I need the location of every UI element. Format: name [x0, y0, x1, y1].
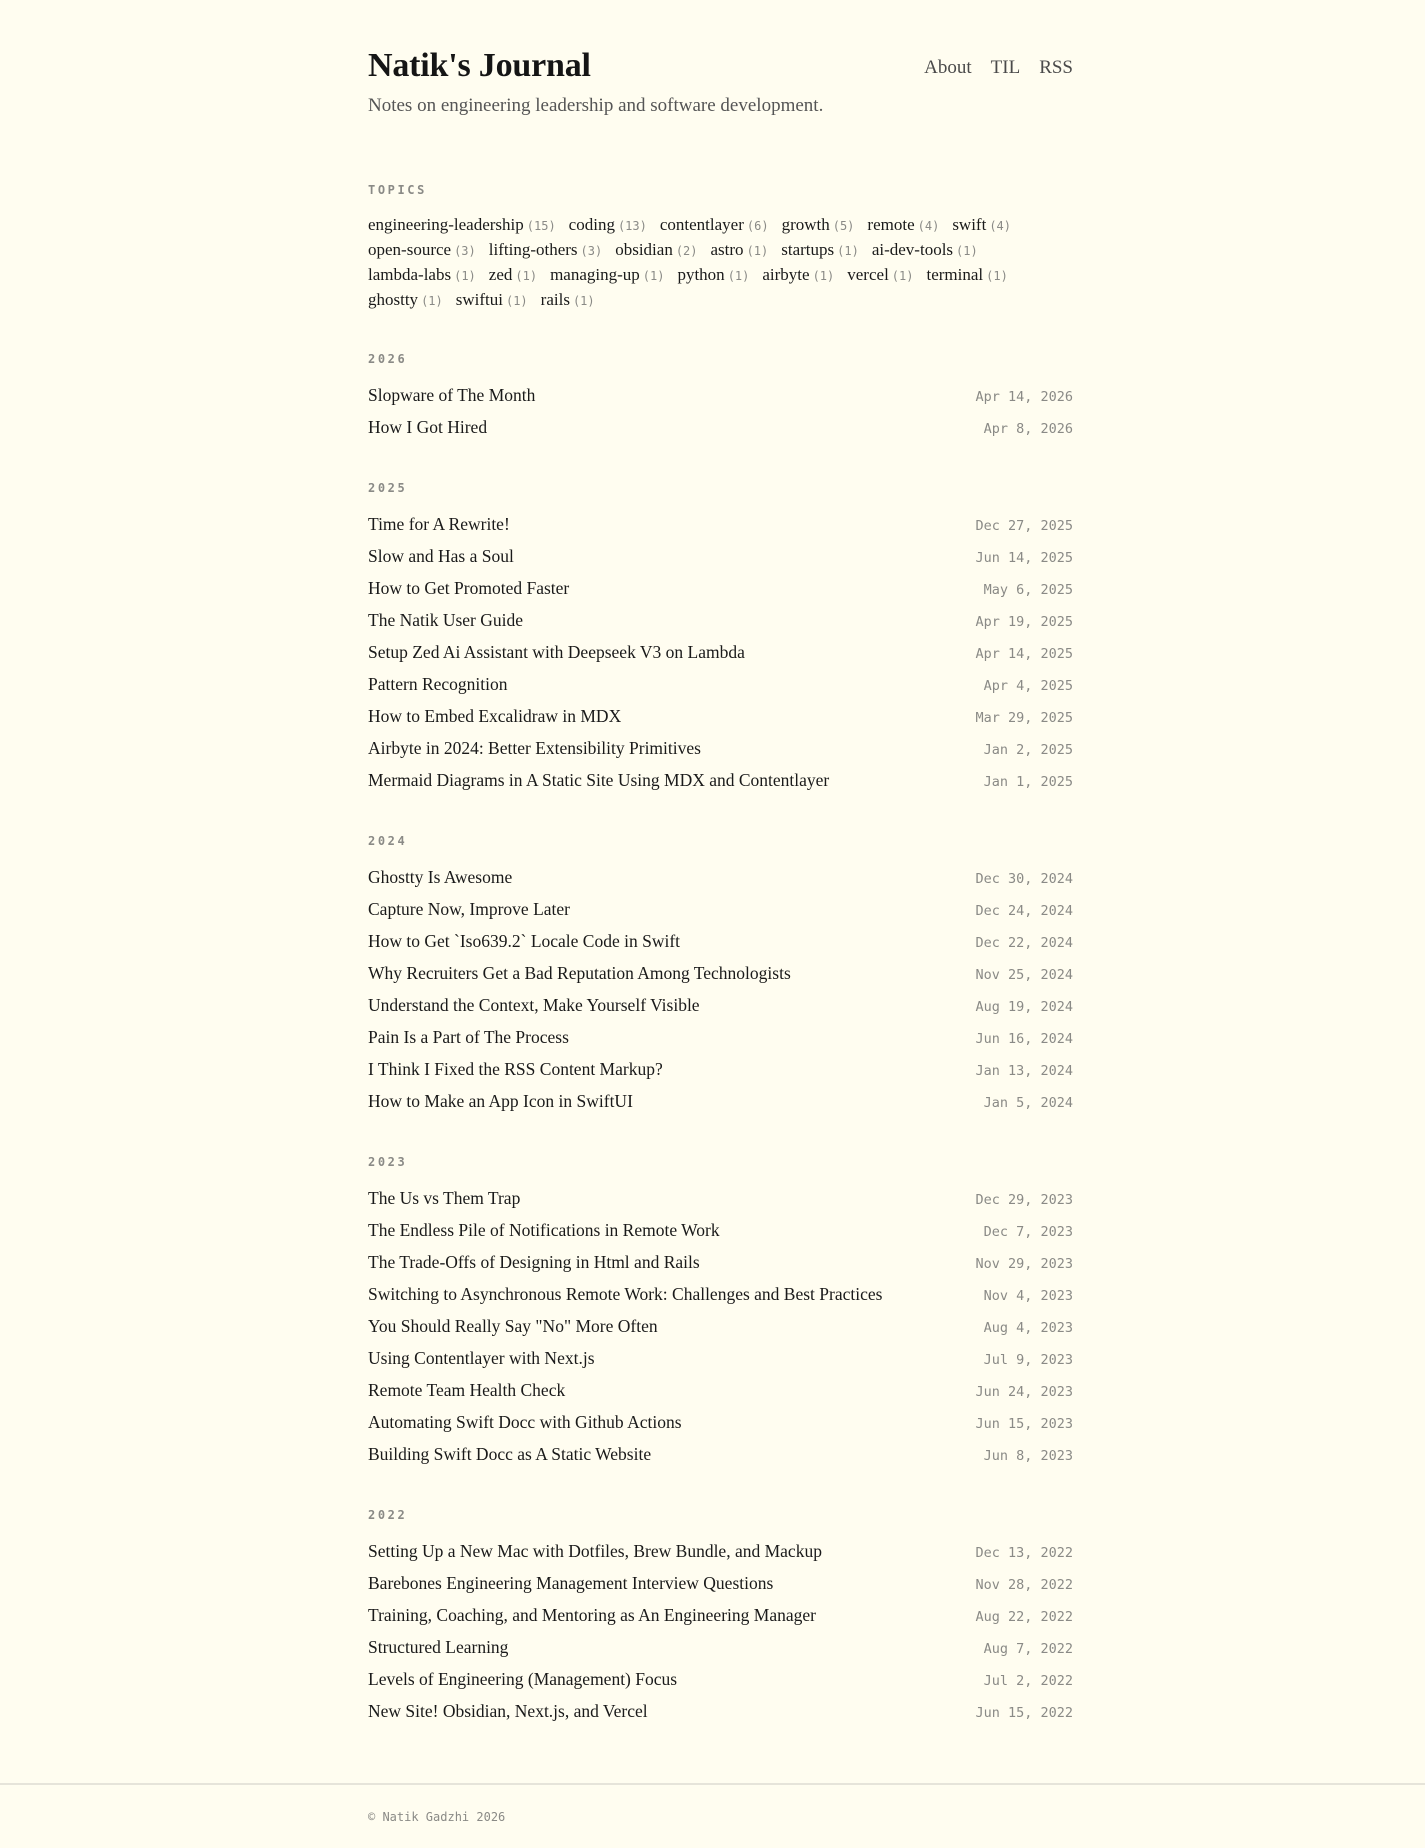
topic-link[interactable]: [456, 288, 528, 313]
page-container: [368, 0, 1073, 1727]
post-link[interactable]: [368, 861, 1073, 893]
post-date: Dec 29, 2023: [975, 1192, 1073, 1208]
topic-name: airbyte: [762, 265, 810, 284]
post-link[interactable]: [368, 1406, 1073, 1438]
topic-link[interactable]: [867, 213, 939, 238]
post-date: Aug 7, 2022: [983, 1641, 1073, 1657]
post-title: The Endless Pile of Notifications in Remote Work: [368, 1220, 720, 1240]
post-date: Jul 2, 2022: [983, 1673, 1073, 1689]
post-title: Slow and Has a Soul: [368, 546, 514, 566]
topic-link[interactable]: [872, 238, 978, 263]
post-title: The Us vs Them Trap: [368, 1188, 521, 1208]
post-title: The Trade-Offs of Designing in Html and Rails: [368, 1252, 700, 1272]
topic-link[interactable]: [781, 238, 859, 263]
post-list: [368, 508, 1073, 796]
topic-name: python: [677, 265, 725, 284]
topic-count: (1): [956, 244, 978, 258]
year-heading: 2026: [368, 352, 408, 366]
topic-name: open-source: [368, 240, 452, 259]
year-section: [368, 1507, 1073, 1727]
post-link[interactable]: [368, 1695, 1073, 1727]
topic-count: (5): [832, 219, 855, 233]
post-date: Dec 13, 2022: [975, 1545, 1073, 1561]
topic-count: (3): [580, 244, 603, 258]
nav-link-about[interactable]: About: [924, 57, 972, 78]
post-link[interactable]: [368, 1374, 1073, 1406]
post-date: Aug 19, 2024: [975, 999, 1073, 1015]
post-link[interactable]: [368, 540, 1073, 572]
topic-link[interactable]: [615, 238, 697, 263]
post-link[interactable]: [368, 1182, 1073, 1214]
post-link[interactable]: [368, 1246, 1073, 1278]
topic-count: (1): [727, 269, 750, 283]
post-title: Using Contentlayer with Next.js: [368, 1348, 595, 1368]
site-tagline: Notes on engineering leadership and software development.: [368, 95, 824, 116]
post-date: Apr 8, 2026: [983, 421, 1073, 437]
topic-count: (4): [989, 219, 1011, 233]
topic-link[interactable]: [952, 213, 1011, 238]
year-heading: 2023: [368, 1155, 408, 1169]
post-link[interactable]: [368, 732, 1073, 764]
post-title: Why Recruiters Get a Bad Reputation Among Technologists: [368, 963, 791, 983]
post-date: Jun 8, 2023: [983, 1448, 1073, 1464]
year-heading: 2022: [368, 1508, 408, 1522]
post-link[interactable]: [368, 1438, 1073, 1470]
post-link[interactable]: [368, 636, 1073, 668]
post-date: Apr 4, 2025: [983, 678, 1073, 694]
topic-link[interactable]: [677, 263, 749, 288]
post-title: How to Get `Iso639.2` Locale Code in Swift: [368, 931, 681, 951]
post-date: Aug 22, 2022: [975, 1609, 1073, 1625]
post-date: Jun 15, 2023: [975, 1416, 1073, 1432]
post-link[interactable]: [368, 604, 1073, 636]
post-date: Jan 5, 2024: [983, 1095, 1073, 1111]
post-link[interactable]: [368, 572, 1073, 604]
post-date: Dec 22, 2024: [975, 935, 1073, 951]
topic-count: (1): [837, 244, 859, 258]
post-title: Airbyte in 2024: Better Extensibility Primitives: [368, 738, 701, 758]
topic-name: lambda-labs: [368, 265, 452, 284]
topic-count: (1): [986, 269, 1008, 283]
post-date: Dec 24, 2024: [975, 903, 1073, 919]
post-title: Pattern Recognition: [368, 674, 508, 694]
topic-name: terminal: [926, 265, 984, 284]
topic-name: swiftui: [455, 290, 503, 309]
topic-name: ai-dev-tools: [871, 240, 954, 259]
post-title: Understand the Context, Make Yourself Visible: [368, 995, 700, 1015]
post-list: [368, 379, 1073, 443]
post-link[interactable]: [368, 1278, 1073, 1310]
post-link[interactable]: [368, 764, 1073, 796]
topic-link[interactable]: [368, 238, 476, 263]
topic-name: remote: [867, 215, 915, 234]
site-title-link[interactable]: Natik's Journal: [368, 47, 591, 84]
topic-name: engineering-leadership: [368, 215, 524, 234]
topic-name: contentlayer: [659, 215, 744, 234]
post-archive: [368, 351, 1073, 1727]
post-link[interactable]: [368, 379, 1073, 411]
post-date: Dec 30, 2024: [975, 871, 1073, 887]
post-title: You Should Really Say "No" More Often: [368, 1316, 658, 1336]
site-header: [368, 44, 1073, 88]
topic-count: (15): [526, 219, 556, 233]
post-link[interactable]: [368, 925, 1073, 957]
post-title: Training, Coaching, and Mentoring as An Engineering Manager: [368, 1605, 816, 1625]
topic-link[interactable]: [569, 213, 647, 238]
post-title: Levels of Engineering (Management) Focus: [368, 1669, 678, 1689]
post-link[interactable]: [368, 1342, 1073, 1374]
post-link[interactable]: [368, 893, 1073, 925]
topics-section: [368, 182, 1073, 313]
year-section: [368, 1154, 1073, 1470]
post-date: Dec 7, 2023: [983, 1224, 1073, 1240]
post-date: Jun 14, 2025: [975, 550, 1073, 566]
post-date: Nov 29, 2023: [975, 1256, 1073, 1272]
post-date: Nov 4, 2023: [983, 1288, 1073, 1304]
post-date: Aug 4, 2023: [983, 1320, 1073, 1336]
year-section: [368, 480, 1073, 796]
post-link[interactable]: [368, 957, 1073, 989]
post-title: How I Got Hired: [368, 417, 488, 437]
topic-name: ghostty: [368, 290, 419, 309]
topic-count: (13): [617, 219, 647, 233]
post-title: Setup Zed Ai Assistant with Deepseek V3 on Lambda: [368, 642, 745, 662]
year-heading: 2024: [368, 834, 408, 848]
topic-count: (1): [572, 294, 595, 308]
topic-link[interactable]: [368, 288, 443, 313]
topic-link[interactable]: [782, 213, 855, 238]
post-date: Nov 28, 2022: [975, 1577, 1073, 1593]
topic-count: (1): [515, 269, 538, 283]
post-date: Jul 9, 2023: [983, 1352, 1073, 1368]
post-title: How to Make an App Icon in SwiftUI: [368, 1091, 633, 1111]
post-link[interactable]: [368, 508, 1073, 540]
post-date: Apr 14, 2025: [975, 646, 1073, 662]
topic-name: astro: [710, 240, 744, 259]
post-date: Jan 2, 2025: [983, 742, 1073, 758]
site-footer: [0, 1783, 1425, 1848]
topic-count: (3): [454, 244, 476, 258]
topic-link[interactable]: [489, 238, 602, 263]
post-date: Mar 29, 2025: [975, 710, 1073, 726]
post-link[interactable]: [368, 1310, 1073, 1342]
topic-count: (6): [746, 219, 769, 233]
topic-count: (4): [917, 219, 940, 233]
topic-count: (1): [505, 294, 528, 308]
topic-count: (2): [675, 244, 698, 258]
post-title: Automating Swift Docc with Github Actions: [368, 1412, 682, 1432]
post-title: Time for A Rewrite!: [368, 514, 510, 534]
post-title: Setting Up a New Mac with Dotfiles, Brew Bundle, and Mackup: [368, 1541, 822, 1561]
topic-link[interactable]: [660, 213, 769, 238]
topic-link[interactable]: [762, 263, 834, 288]
post-title: Capture Now, Improve Later: [368, 899, 570, 919]
post-title: Switching to Asynchronous Remote Work: Challenges and Best Practices: [368, 1284, 883, 1304]
post-link[interactable]: [368, 668, 1073, 700]
topic-link[interactable]: [368, 213, 556, 238]
topic-name: rails: [540, 290, 570, 309]
topic-name: startups: [781, 240, 835, 259]
post-date: Jan 1, 2025: [983, 774, 1073, 790]
post-title: New Site! Obsidian, Next.js, and Vercel: [368, 1701, 648, 1721]
topic-count: (1): [812, 269, 835, 283]
post-title: How to Get Promoted Faster: [368, 578, 570, 598]
topic-count: (1): [891, 269, 914, 283]
post-link[interactable]: [368, 989, 1073, 1021]
nav-link-rss[interactable]: RSS: [1039, 57, 1073, 78]
post-title: I Think I Fixed the RSS Content Markup?: [368, 1059, 663, 1079]
topic-link[interactable]: [847, 263, 913, 288]
topic-name: obsidian: [615, 240, 673, 259]
post-date: May 6, 2025: [983, 582, 1073, 598]
topic-list: [368, 213, 1073, 313]
post-date: Jun 16, 2024: [975, 1031, 1073, 1047]
site-nav: [924, 44, 1073, 79]
post-title: Building Swift Docc as A Static Website: [368, 1444, 652, 1464]
post-link[interactable]: [368, 1053, 1073, 1085]
topic-name: growth: [781, 215, 830, 234]
topic-count: (1): [746, 244, 769, 258]
topic-name: swift: [952, 215, 987, 234]
post-date: Apr 14, 2026: [975, 389, 1073, 405]
topic-count: (1): [642, 269, 665, 283]
year-section: [368, 833, 1073, 1117]
topic-count: (1): [421, 294, 443, 308]
post-link[interactable]: [368, 1021, 1073, 1053]
post-date: Nov 25, 2024: [975, 967, 1073, 983]
topic-link[interactable]: [926, 263, 1007, 288]
post-title: Barebones Engineering Management Interview Questions: [368, 1573, 774, 1593]
post-link[interactable]: [368, 1599, 1073, 1631]
post-date: Apr 19, 2025: [975, 614, 1073, 630]
nav-link-til[interactable]: TIL: [990, 57, 1021, 78]
topic-name: zed: [488, 265, 513, 284]
post-date: Dec 27, 2025: [975, 518, 1073, 534]
post-list: [368, 861, 1073, 1117]
topic-link[interactable]: [489, 263, 537, 288]
post-date: Jan 13, 2024: [975, 1063, 1073, 1079]
topic-name: managing-up: [550, 265, 640, 284]
topic-link[interactable]: [711, 238, 769, 263]
post-title: Ghostty Is Awesome: [368, 867, 513, 887]
post-title: Slopware of The Month: [368, 385, 536, 405]
post-link[interactable]: [368, 1214, 1073, 1246]
post-link[interactable]: [368, 1631, 1073, 1663]
copyright-text: © Natik Gadzhi 2026: [368, 1810, 506, 1824]
topic-name: lifting-others: [488, 240, 578, 259]
post-link[interactable]: [368, 411, 1073, 443]
post-date: Jun 15, 2022: [975, 1705, 1073, 1721]
topics-heading: TOPICS: [368, 183, 427, 197]
post-title: Remote Team Health Check: [368, 1380, 566, 1400]
topic-name: vercel: [847, 265, 889, 284]
post-link[interactable]: [368, 1663, 1073, 1695]
post-title: Pain Is a Part of The Process: [368, 1027, 569, 1047]
year-heading: 2025: [368, 481, 408, 495]
post-link[interactable]: [368, 1535, 1073, 1567]
topic-link[interactable]: [541, 288, 595, 313]
post-link[interactable]: [368, 700, 1073, 732]
post-title: Structured Learning: [368, 1637, 509, 1657]
topic-count: (1): [454, 269, 476, 283]
post-list: [368, 1535, 1073, 1727]
topic-link[interactable]: [550, 263, 664, 288]
post-list: [368, 1182, 1073, 1470]
post-link[interactable]: [368, 1085, 1073, 1117]
year-section: [368, 351, 1073, 443]
topic-name: coding: [568, 215, 615, 234]
topic-link[interactable]: [368, 263, 476, 288]
post-link[interactable]: [368, 1567, 1073, 1599]
post-title: How to Embed Excalidraw in MDX: [368, 706, 622, 726]
post-date: Jun 24, 2023: [975, 1384, 1073, 1400]
post-title: The Natik User Guide: [368, 610, 524, 630]
post-title: Mermaid Diagrams in A Static Site Using MDX and Contentlayer: [368, 770, 830, 790]
